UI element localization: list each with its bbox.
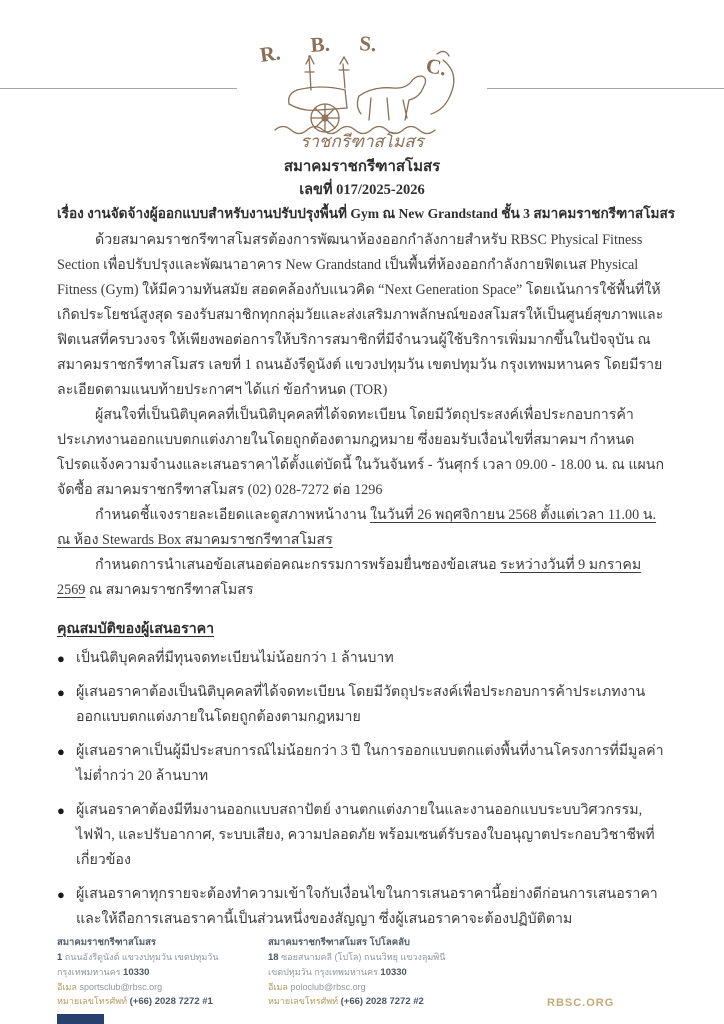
- logo-letter-r: R.: [258, 40, 282, 67]
- qualification-text: ผู้เสนอราคาต้องเป็นนิติบุคคลที่ได้จดทะเบียน โดยมีวัตถุประสงค์เพื่อประกอบการค้าประเภทงานออกแบบตกแต่งภายในโดยถูกต้องตามกฎหมาย: [76, 684, 646, 725]
- footer-phone-row: [57, 994, 277, 1009]
- footer-address-line1: [268, 950, 488, 965]
- bullet-icon: ●: [57, 685, 65, 700]
- footer-phone-row: [268, 994, 488, 1009]
- footer-address-line2: [268, 965, 488, 980]
- submission-prefix: กำหนดการนำเสนอข้อเสนอต่อคณะกรรมการพร้อมยื่นซองข้อเสนอ: [95, 557, 501, 573]
- footer-club-name: สมาคมราชกรีฑาสโมสร โปโลคลับ: [268, 937, 410, 948]
- document-header: [57, 156, 676, 225]
- bullet-icon: ●: [57, 887, 65, 902]
- footer-main-club: [57, 936, 277, 1009]
- paragraph-submission: [57, 553, 667, 603]
- subject-line: เรื่อง งานจัดจ้างผู้ออกแบบสำหรับงานปรับปรุงพื้นที่ Gym ณ New Grandstand ชั้น 3 สมาคมราชกรีฑาสโมสร: [57, 206, 676, 221]
- bullet-icon: ●: [57, 803, 65, 818]
- website-url: RBSC.ORG: [547, 997, 615, 1009]
- footer-email-row: [268, 980, 488, 994]
- rbsc-logo: [237, 26, 487, 151]
- paragraph-site-visit: [57, 503, 667, 553]
- email-label: อีเมล: [268, 982, 288, 992]
- address-street: ซอยสนามคลี (โปโล) ถนนวิทยุ แขวงลุมพินี: [278, 952, 446, 962]
- document-number: เลขที่ 017/2025-2026: [299, 182, 425, 198]
- list-item: [57, 680, 667, 730]
- phone-value: (+66) 2028 7272 #2: [340, 996, 424, 1007]
- letterhead-rule-left: [0, 88, 237, 89]
- qualification-text: เป็นนิติบุคคลที่มีทุนจดทะเบียนไม่น้อยกว่า 1 ล้านบาท: [76, 650, 394, 666]
- footer-address-line1: [57, 950, 277, 965]
- email-label: อีเมล: [57, 982, 77, 992]
- address-street: ถนนอังรีดูนังต์ แขวงปทุมวัน เขตปทุมวัน: [62, 952, 219, 962]
- footer-polo-club: [268, 936, 488, 1009]
- bullet-icon: ●: [57, 744, 65, 759]
- letterhead-rule-right: [487, 88, 724, 89]
- submission-suffix: ณ สมาคมราชกรีฑาสโมสร: [85, 582, 254, 598]
- site-visit-prefix: กำหนดชี้แจงรายละเอียดและดูสภาพหน้างาน: [95, 507, 371, 523]
- email-value: sportsclub@rbsc.org: [79, 982, 163, 992]
- paragraph-eligibility: ผู้สนใจที่เป็นนิติบุคคลที่เป็นนิติบุคคลที่ได้จดทะเบียน โดยมีวัตถุประสงค์เพื่อประกอบการค้าประเภทงานออกแบบตกแต่งภายในโดยถูกต้องตามกฎหมาย ซึ่งยอมรับเงื่อนไขที่สมาคมฯ กำหนด โปรดแจ้งความจำนงและเสนอราคาได้ตั้งแต่บัดนี้ ในวันจันทร์ - วันศุกร์ เวลา 09.00 - 18.00 น. ณ แผนกจัดซื้อ สมาคมราชกรีฑาสโมสร (02) 028-7272 ต่อ 1296: [57, 407, 665, 498]
- footer-accent-bar: [57, 1014, 104, 1024]
- footer-address-line2: [57, 965, 277, 980]
- phone-label: หมายเลขโทรศัพท์: [268, 996, 339, 1006]
- address-postcode: 10330: [380, 967, 407, 978]
- logo-thai-name: ราชกรีฑาสโมสร: [300, 132, 424, 151]
- list-item: [57, 739, 667, 789]
- email-value: poloclub@rbsc.org: [290, 982, 366, 992]
- list-item: [57, 798, 667, 873]
- footer-email-row: [57, 980, 277, 994]
- document-body: [57, 228, 667, 941]
- logo-letter-s: S.: [358, 31, 378, 57]
- list-item: [57, 646, 667, 671]
- qualifications-list: [57, 646, 667, 932]
- site-visit-date-underlined: ในวันที่ 26 พฤศจิกายน 2568 ตั้งแต่เวลา 11.00 น. ณ ห้อง Stewards Box สมาคมราชกรีฑาสโมสร: [57, 507, 657, 548]
- org-name: สมาคมราชกรีฑาสโมสร: [283, 159, 441, 175]
- submission-date-underlined: ระหว่างวันที่ 9 มกราคม 2569: [57, 557, 642, 598]
- qualification-text: ผู้เสนอราคาต้องมีทีมงานออกแบบสถาปัตย์ งานตกแต่งภายในและงานออกแบบระบบวิศวกรรม, ไฟฟ้า, และปรับอากาศ, ระบบเสียง, ความปลอดภัย พร้อมเซนต์รับรองใบอนุญาตประกอบวิชาชีพที่เกี่ยวข้อง: [76, 802, 655, 868]
- logo-letter-b: B.: [309, 31, 331, 57]
- rbsc-crest-icon: [247, 26, 477, 151]
- footer-club-name: สมาคมราชกรีฑาสโมสร: [57, 937, 157, 948]
- qualifications-heading: คุณสมบัติของผู้เสนอราคา: [57, 621, 215, 637]
- address-city: เขตปทุมวัน กรุงเทพมหานคร: [268, 967, 381, 977]
- address-number: 18: [268, 952, 279, 963]
- address-postcode: 10330: [123, 967, 150, 978]
- paragraph-intro: ด้วยสมาคมราชกรีฑาสโมสรต้องการพัฒนาห้องออกกำลังกายสำหรับ RBSC Physical Fitness Section เพื่อปรับปรุงและพัฒนาอาคาร New Grandstand เป็นพื้นที่ห้องออกกำลังกายฟิตเนส Physical Fitness (Gym) ให้มีความทันสมัย สอดคล้องกับแนวคิด “Next Generation Space” โดยเน้นการใช้พื้นที่ให้เกิดประโยชน์สูงสุด รองรับสมาชิกทุกกลุ่มวัยและส่งเสริมภาพลักษณ์ของสโมสรให้เป็นศูนย์สุขภาพและฟิตเนสที่ครบวงจร ให้เพียงพอต่อการให้บริการสมาชิกที่มีจำนวนผู้ใช้บริการเพิ่มมากขึ้นในปัจจุบัน ณ สมาคมราชกรีฑาสโมสร เลขที่ 1 ถนนอังรีดูนังต์ แขวงปทุมวัน เขตปทุมวัน กรุงเทพมหานคร โดยมีรายละเอียดตามแนบท้ายประกาศฯ ได้แก่ ข้อกำหนด (TOR): [57, 232, 664, 398]
- bullet-icon: ●: [57, 651, 65, 666]
- address-city: กรุงเทพมหานคร: [57, 967, 124, 977]
- address-number: 1: [57, 952, 63, 963]
- qualification-text: ผู้เสนอราคาทุกรายจะต้องทำความเข้าใจกับเงื่อนไขในการเสนอราคานี้อย่างดีก่อนการเสนอราคา และให้ถือการเสนอราคานี้เป็นส่วนหนึ่งของสัญญา ซึ่งผู้เสนอราคาจะต้องปฏิบัติตาม: [76, 886, 658, 927]
- logo-letter-c: C.: [424, 53, 449, 81]
- phone-label: หมายเลขโทรศัพท์: [57, 996, 128, 1006]
- phone-value: (+66) 2028 7272 #1: [129, 996, 213, 1007]
- letterhead: [0, 26, 724, 151]
- list-item: [57, 882, 667, 932]
- qualification-text: ผู้เสนอราคาเป็นผู้มีประสบการณ์ไม่น้อยกว่า 3 ปี ในการออกแบบตกแต่งพื้นที่งานโครงการที่มีมูลค่าไม่ต่ำกว่า 20 ล้านบาท: [76, 743, 664, 784]
